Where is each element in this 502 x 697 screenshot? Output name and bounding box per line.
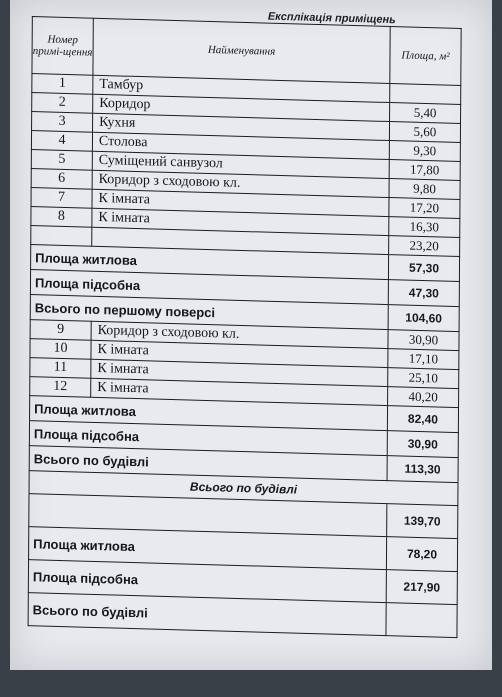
room-area bbox=[390, 84, 461, 105]
room-name: Коридор з сходовою кл. bbox=[92, 170, 389, 197]
table-caption: Експлікація приміщень bbox=[267, 10, 396, 27]
room-name: Тамбур bbox=[93, 75, 390, 102]
summary-label: Площа підсобна bbox=[28, 560, 386, 603]
summary-label: Всього по будівлі bbox=[29, 446, 387, 481]
room-name: К імната bbox=[91, 378, 388, 405]
room-number: 3 bbox=[32, 112, 93, 133]
room-name: Коридор bbox=[93, 94, 390, 121]
summary-value: 139,70 bbox=[387, 504, 458, 539]
summary-value: 217,90 bbox=[386, 570, 457, 605]
room-name: К імната bbox=[92, 208, 389, 235]
document-page bbox=[10, 0, 492, 670]
room-name: К імната bbox=[91, 359, 388, 386]
room-number: 11 bbox=[30, 358, 91, 379]
summary-value: 57,30 bbox=[388, 255, 459, 282]
summary-value bbox=[386, 603, 457, 638]
room-area: 23,20 bbox=[389, 236, 460, 257]
room-area: 17,80 bbox=[389, 160, 460, 181]
room-number: 4 bbox=[31, 131, 92, 152]
summary-value: 78,20 bbox=[386, 537, 457, 572]
room-number: 8 bbox=[31, 207, 92, 228]
summary-label: Площа підсобна bbox=[29, 421, 387, 456]
summary-value: 30,90 bbox=[387, 431, 458, 458]
summary-value: 113,30 bbox=[387, 456, 458, 483]
room-name: Коридор з сходовою кл. bbox=[91, 321, 388, 348]
schedule-sheet bbox=[27, 0, 492, 697]
summary-value: 104,60 bbox=[388, 305, 459, 332]
header-area: Площа, м² bbox=[390, 27, 461, 86]
building-total-label: Всього по будівлі bbox=[29, 471, 458, 506]
summary-value: 47,30 bbox=[388, 280, 459, 307]
header-name: Найменування bbox=[93, 18, 390, 83]
summary-label: Всього по першому поверсі bbox=[30, 295, 388, 330]
room-area: 5,40 bbox=[390, 103, 461, 124]
room-number: 6 bbox=[31, 169, 92, 190]
room-area: 30,90 bbox=[388, 330, 459, 351]
summary-label: Площа підсобна bbox=[30, 270, 388, 305]
room-area: 9,80 bbox=[389, 179, 460, 200]
room-name: К імната bbox=[91, 340, 388, 367]
room-number bbox=[31, 226, 92, 247]
header-number: Номер примі-щення bbox=[32, 17, 93, 76]
summary-label: Площа житлова bbox=[31, 245, 389, 280]
room-number: 7 bbox=[31, 188, 92, 209]
rooms-table bbox=[28, 16, 462, 638]
summary-label: Площа житлова bbox=[29, 527, 387, 570]
table-body bbox=[28, 74, 461, 638]
room-area: 40,20 bbox=[388, 387, 459, 408]
room-number: 9 bbox=[30, 320, 91, 341]
room-name: Кухня bbox=[93, 113, 390, 140]
room-area: 17,20 bbox=[389, 198, 460, 219]
room-area: 9,30 bbox=[389, 141, 460, 162]
room-number: 5 bbox=[31, 150, 92, 171]
summary-label: Всього по будівлі bbox=[28, 593, 386, 636]
room-area: 5,60 bbox=[389, 122, 460, 143]
room-name: Суміщений санвузол bbox=[92, 151, 389, 178]
room-area: 17,10 bbox=[388, 349, 459, 370]
summary-value: 82,40 bbox=[387, 406, 458, 433]
room-number: 10 bbox=[30, 339, 91, 360]
room-number: 2 bbox=[32, 93, 93, 114]
room-name: К імната bbox=[92, 189, 389, 216]
room-number: 1 bbox=[32, 74, 93, 95]
room-number: 12 bbox=[30, 377, 91, 398]
room-name: Столова bbox=[92, 132, 389, 159]
room-area: 16,30 bbox=[389, 217, 460, 238]
summary-label: Площа житлова bbox=[30, 396, 388, 431]
room-area: 25,10 bbox=[388, 368, 459, 389]
